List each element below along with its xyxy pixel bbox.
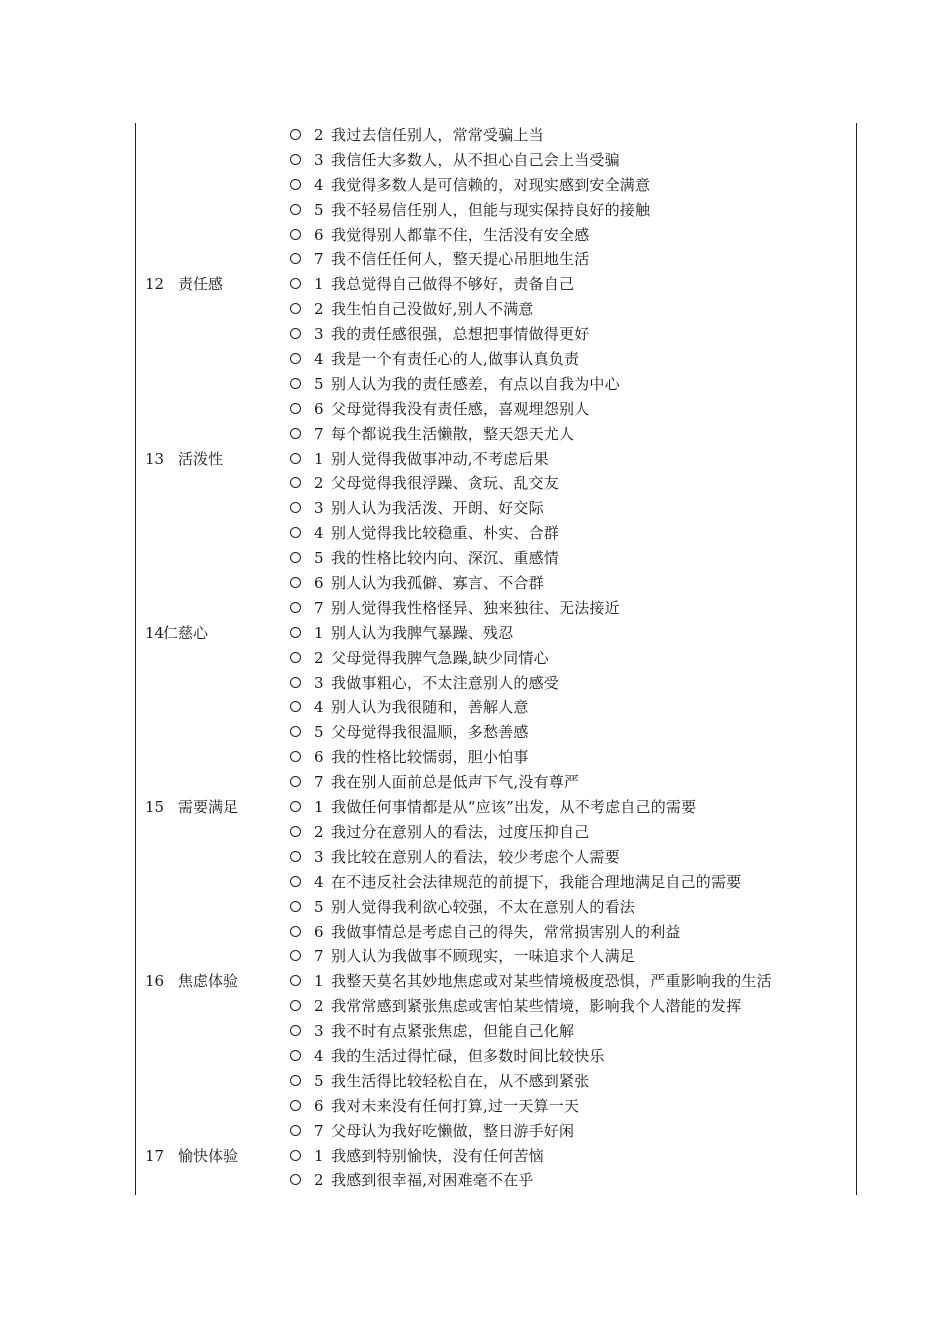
table-right-border (856, 123, 857, 1195)
item-number: 15 (145, 798, 165, 817)
option-row[interactable] (136, 123, 856, 148)
option-row[interactable] (136, 521, 856, 546)
option-text: 别人认为我脾气暴躁、残忍 (331, 623, 514, 642)
radio-button[interactable] (290, 577, 301, 588)
radio-button[interactable] (290, 1100, 301, 1111)
radio-button[interactable] (290, 652, 301, 663)
radio-button[interactable] (290, 552, 301, 563)
option-text: 每个都说我生活懒散，整天怨天尤人 (331, 424, 575, 443)
radio-button[interactable] (290, 751, 301, 762)
option-text: 父母觉得我很浮躁、贪玩、乱交友 (331, 474, 560, 493)
option-number: 7 (314, 250, 324, 269)
option-row[interactable] (136, 272, 856, 297)
option-text: 我总觉得自己做得不够好，责备自己 (331, 275, 575, 294)
option-text: 我信任大多数人，从不担心自己会上当受骗 (331, 150, 620, 169)
option-row[interactable] (136, 870, 856, 895)
option-text: 我是一个有责任心的人,做事认真负责 (331, 350, 580, 369)
option-text: 别人认为我做事不顾现实，一味追求个人满足 (331, 947, 636, 966)
option-number: 6 (314, 574, 324, 593)
radio-button[interactable] (290, 1174, 301, 1185)
questionnaire-table (136, 123, 856, 1193)
option-text: 父母觉得我很温顺，多愁善感 (331, 723, 529, 742)
option-number: 7 (314, 424, 324, 443)
option-row[interactable] (136, 447, 856, 472)
option-text: 别人认为我很随和，善解人意 (331, 698, 529, 717)
radio-button[interactable] (290, 303, 301, 314)
option-text: 我过分在意别人的看法，过度压抑自己 (331, 822, 590, 841)
option-text: 在不违反社会法律规范的前提下，我能合理地满足自己的需要 (331, 872, 742, 891)
item-category: 仁慈心 (163, 623, 209, 642)
radio-button[interactable] (290, 229, 301, 240)
radio-button[interactable] (290, 527, 301, 538)
radio-button[interactable] (290, 1150, 301, 1161)
option-number: 2 (314, 300, 324, 319)
item-number: 14 (145, 623, 165, 642)
option-text: 我生怕自己没做好,别人不满意 (331, 300, 534, 319)
option-row[interactable] (136, 920, 856, 945)
option-text: 我比较在意别人的看法，较少考虑个人需要 (331, 847, 620, 866)
option-number: 4 (314, 524, 324, 543)
item-number: 12 (145, 275, 165, 294)
radio-button[interactable] (290, 801, 301, 812)
option-text: 我过去信任别人，常常受骗上当 (331, 126, 544, 144)
radio-button[interactable] (290, 776, 301, 787)
radio-button[interactable] (290, 901, 301, 912)
option-row[interactable] (136, 372, 856, 397)
option-text: 别人觉得我做事冲动,不考虑后果 (331, 449, 549, 468)
option-number: 5 (314, 200, 324, 219)
option-text: 我生活得比较轻松自在，从不感到紧张 (331, 1071, 590, 1090)
option-text: 我感到特别愉快，没有任何苦恼 (331, 1146, 544, 1165)
option-number: 1 (314, 1146, 324, 1165)
option-row[interactable] (136, 745, 856, 770)
radio-button[interactable] (290, 851, 301, 862)
radio-button[interactable] (290, 627, 301, 638)
option-row[interactable] (136, 895, 856, 920)
radio-button[interactable] (290, 677, 301, 688)
radio-button[interactable] (290, 950, 301, 961)
option-number: 2 (314, 1171, 324, 1190)
option-row[interactable] (136, 1168, 856, 1193)
option-text: 父母觉得我没有责任感，喜观埋怨别人 (331, 399, 590, 418)
option-number: 7 (314, 1121, 324, 1140)
radio-button[interactable] (290, 353, 301, 364)
option-number: 2 (314, 474, 324, 493)
option-text: 我的性格比较懦弱，胆小怕事 (331, 748, 529, 767)
radio-button[interactable] (290, 701, 301, 712)
option-number: 6 (314, 922, 324, 941)
option-number: 5 (314, 1071, 324, 1090)
radio-button[interactable] (290, 502, 301, 513)
option-text: 我不时有点紧张焦虑，但能自己化解 (331, 1022, 575, 1041)
radio-button[interactable] (290, 154, 301, 165)
option-row[interactable] (136, 546, 856, 571)
option-text: 我对未来没有任何打算,过一天算一天 (331, 1096, 580, 1115)
option-row[interactable] (136, 820, 856, 845)
option-number: 3 (314, 847, 324, 866)
option-number: 4 (314, 350, 324, 369)
option-row[interactable] (136, 795, 856, 820)
option-text: 我在别人面前总是低声下气,没有尊严 (331, 773, 580, 792)
option-text: 我不轻易信任别人，但能与现实保持良好的接触 (331, 200, 651, 219)
radio-button[interactable] (290, 602, 301, 613)
option-row[interactable] (136, 223, 856, 248)
option-number: 6 (314, 225, 324, 244)
option-row[interactable] (136, 845, 856, 870)
option-row[interactable] (136, 671, 856, 696)
item-category: 愉快体验 (178, 1146, 239, 1165)
option-number: 5 (314, 723, 324, 742)
option-number: 4 (314, 698, 324, 717)
option-row[interactable] (136, 347, 856, 372)
option-text: 别人觉得我利欲心较强，不太在意别人的看法 (331, 897, 636, 916)
option-row[interactable] (136, 1119, 856, 1144)
option-number: 6 (314, 399, 324, 418)
radio-button[interactable] (290, 453, 301, 464)
option-text: 我觉得多数人是可信赖的，对现实感到安全满意 (331, 175, 651, 194)
option-text: 别人认为我的责任感差，有点以自我为中心 (331, 374, 620, 393)
radio-button[interactable] (290, 378, 301, 389)
radio-button[interactable] (290, 253, 301, 264)
option-row[interactable] (136, 994, 856, 1019)
option-row[interactable] (136, 198, 856, 223)
option-number: 7 (314, 773, 324, 792)
radio-button[interactable] (290, 1125, 301, 1136)
option-text: 父母认为我好吃懒做，整日游手好闲 (331, 1121, 575, 1140)
option-row[interactable] (136, 596, 856, 621)
option-number: 1 (314, 798, 324, 817)
radio-button[interactable] (290, 1075, 301, 1086)
option-text: 我常常感到紧张焦虑或害怕某些情境，影响我个人潜能的发挥 (331, 997, 742, 1016)
radio-button[interactable] (290, 726, 301, 737)
option-row[interactable] (136, 148, 856, 173)
option-number: 2 (314, 648, 324, 667)
option-row[interactable] (136, 1044, 856, 1069)
option-row[interactable] (136, 247, 856, 272)
option-text: 我的生活过得忙碌，但多数时间比较快乐 (331, 1046, 605, 1065)
option-number: 7 (314, 947, 324, 966)
option-row[interactable] (136, 496, 856, 521)
radio-button[interactable] (290, 129, 301, 140)
item-category: 责任感 (178, 275, 224, 294)
option-number: 2 (314, 126, 324, 144)
radio-button[interactable] (290, 876, 301, 887)
option-number: 1 (314, 972, 324, 991)
option-text: 我做事粗心，不太注意别人的感受 (331, 673, 560, 692)
option-row[interactable] (136, 397, 856, 422)
option-row[interactable] (136, 1094, 856, 1119)
option-number: 3 (314, 673, 324, 692)
option-number: 4 (314, 872, 324, 891)
option-text: 别人觉得我比较稳重、朴实、合群 (331, 524, 560, 543)
option-row[interactable] (136, 770, 856, 795)
radio-button[interactable] (290, 1050, 301, 1061)
radio-button[interactable] (290, 428, 301, 439)
item-number: 13 (145, 449, 165, 468)
option-row[interactable] (136, 720, 856, 745)
option-number: 1 (314, 449, 324, 468)
option-number: 4 (314, 1046, 324, 1065)
option-row[interactable] (136, 1144, 856, 1169)
radio-button[interactable] (290, 826, 301, 837)
option-number: 3 (314, 1022, 324, 1041)
option-row[interactable] (136, 695, 856, 720)
option-number: 4 (314, 175, 324, 194)
option-number: 6 (314, 1096, 324, 1115)
option-number: 5 (314, 897, 324, 916)
item-number: 16 (145, 972, 165, 991)
option-text: 我整天莫名其妙地焦虑或对某些情境极度恐惧，严重影响我的生活 (331, 972, 772, 991)
option-text: 我做事情总是考虑自己的得失，常常损害别人的利益 (331, 922, 681, 941)
option-row[interactable] (136, 297, 856, 322)
radio-button[interactable] (290, 403, 301, 414)
option-row[interactable] (136, 471, 856, 496)
option-number: 5 (314, 374, 324, 393)
option-text: 别人认为我活泼、开朗、好交际 (331, 499, 544, 518)
item-category: 活泼性 (178, 449, 224, 468)
option-number: 7 (314, 598, 324, 617)
option-text: 我做任何事情都是从“应该”出发，从不考虑自己的需要 (331, 798, 697, 817)
option-number: 3 (314, 325, 324, 344)
option-row[interactable] (136, 969, 856, 994)
option-number: 5 (314, 549, 324, 568)
option-number: 3 (314, 499, 324, 518)
item-number: 17 (145, 1146, 165, 1165)
option-row[interactable] (136, 322, 856, 347)
option-text: 别人认为我孤僻、寡言、不合群 (331, 574, 544, 593)
option-text: 我不信任任何人，整天提心吊胆地生活 (331, 250, 590, 269)
option-number: 2 (314, 997, 324, 1016)
radio-button[interactable] (290, 278, 301, 289)
option-number: 6 (314, 748, 324, 767)
option-text: 我感到很幸福,对困难毫不在乎 (331, 1171, 534, 1190)
option-text: 我觉得别人都靠不住，生活没有安全感 (331, 225, 590, 244)
option-row[interactable] (136, 1019, 856, 1044)
radio-button[interactable] (290, 179, 301, 190)
item-category: 焦虑体验 (178, 972, 239, 991)
radio-button[interactable] (290, 1000, 301, 1011)
option-row[interactable] (136, 422, 856, 447)
option-row[interactable] (136, 621, 856, 646)
option-row[interactable] (136, 646, 856, 671)
item-category: 需要满足 (178, 798, 239, 817)
option-row[interactable] (136, 571, 856, 596)
radio-button[interactable] (290, 477, 301, 488)
option-text: 我的责任感很强，总想把事情做得更好 (331, 325, 590, 344)
option-number: 3 (314, 150, 324, 169)
radio-button[interactable] (290, 328, 301, 339)
radio-button[interactable] (290, 975, 301, 986)
option-row[interactable] (136, 173, 856, 198)
radio-button[interactable] (290, 1025, 301, 1036)
option-number: 2 (314, 822, 324, 841)
radio-button[interactable] (290, 204, 301, 215)
option-number: 1 (314, 275, 324, 294)
option-text: 父母觉得我脾气急躁,缺少同情心 (331, 648, 549, 667)
radio-button[interactable] (290, 926, 301, 937)
option-text: 别人觉得我性格怪异、独来独往、无法接近 (331, 598, 620, 617)
option-row[interactable] (136, 1069, 856, 1094)
option-text: 我的性格比较内向、深沉、重感情 (331, 549, 560, 568)
option-row[interactable] (136, 944, 856, 969)
option-number: 1 (314, 623, 324, 642)
